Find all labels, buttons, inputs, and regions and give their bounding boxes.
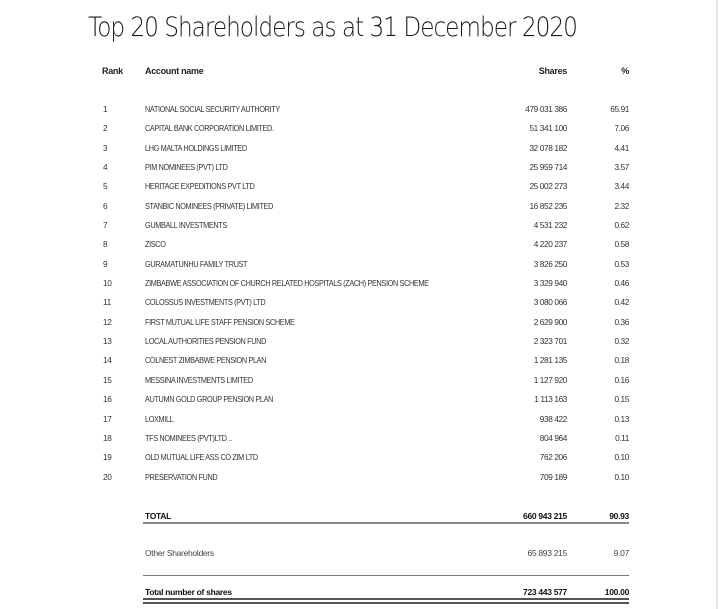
- page-title: Top 20 Shareholders as at 31 December 2020: [88, 12, 577, 43]
- table-row: [0, 162, 720, 181]
- column-header-rank: Rank: [102, 66, 123, 76]
- account-name-cell: LOXMILL: [145, 413, 174, 424]
- table-row: [0, 472, 720, 491]
- shares-cell: 2 629 900: [533, 316, 567, 327]
- grand-total-percent: 100.00: [604, 587, 629, 597]
- rank-cell: 14: [103, 355, 112, 366]
- rank-cell: 6: [103, 200, 108, 211]
- table-row: [0, 297, 720, 316]
- rank-cell: 7: [103, 220, 108, 231]
- percent-cell: 0.16: [614, 374, 629, 385]
- percent-cell: 0.36: [614, 316, 629, 327]
- account-name-cell: OLD MUTUAL LIFE ASS CO ZIM LTD: [145, 452, 258, 463]
- shares-cell: 25 002 273: [529, 181, 567, 192]
- percent-cell: 7.06: [614, 123, 629, 134]
- rank-cell: 10: [103, 278, 112, 289]
- grand-total-double-line-top: [143, 598, 629, 600]
- account-name-cell: COLNEST ZIMBABWE PENSION PLAN: [145, 355, 267, 366]
- table-row: [0, 278, 720, 297]
- account-name-cell: MESSINA INVESTMENTS LIMITED: [145, 374, 253, 385]
- table-row: [0, 201, 720, 220]
- rank-cell: 16: [103, 394, 112, 405]
- rank-cell: 1: [103, 104, 108, 114]
- rank-cell: 20: [103, 471, 112, 482]
- account-name-cell: NATIONAL SOCIAL SECURITY AUTHORITY: [145, 104, 280, 114]
- percent-cell: 0.42: [614, 297, 629, 308]
- other-percent: 9.07: [613, 548, 629, 558]
- table-row: [0, 143, 720, 162]
- rank-cell: 2: [103, 123, 108, 134]
- account-name-cell: HERITAGE EXPEDITIONS PVT LTD: [145, 181, 255, 192]
- grand-total-shares: 723 443 577: [523, 587, 567, 597]
- rank-cell: 5: [103, 181, 108, 192]
- shares-cell: 479 031 386: [525, 104, 567, 114]
- account-name-cell: CAPITAL BANK CORPORATION LIMITED.: [145, 123, 274, 134]
- account-name-cell: LHG MALTA HOLDINGS LIMITED: [145, 142, 247, 153]
- account-name-cell: GURAMATUNHU FAMILY TRUST: [145, 258, 248, 269]
- rank-cell: 8: [103, 239, 108, 250]
- table-row: [0, 452, 720, 471]
- table-row: [0, 433, 720, 452]
- shares-cell: 804 964: [539, 432, 567, 443]
- total-divider: [143, 522, 629, 524]
- account-name-cell: COLOSSUS INVESTMENTS (PVT) LTD: [145, 297, 266, 308]
- shares-cell: 1 113 163: [534, 394, 567, 405]
- table-row: [0, 355, 720, 374]
- shares-cell: 51 341 100: [529, 123, 567, 134]
- rank-cell: 9: [103, 258, 108, 269]
- percent-cell: 2.32: [614, 200, 629, 211]
- shares-cell: 4 531 232: [533, 220, 567, 231]
- column-header-account-name: Account name: [145, 66, 204, 76]
- account-name-cell: ZIMBABWE ASSOCIATION OF CHURCH RELATED HOSPITALS (ZACH) PENSION SCHEME: [145, 278, 429, 289]
- table-row: [0, 414, 720, 433]
- account-name-cell: PIM NOMINEES (PVT) LTD: [145, 162, 228, 173]
- table-row: [0, 123, 720, 142]
- percent-cell: 0.32: [614, 336, 629, 347]
- grand-total-label: Total number of shares: [145, 587, 232, 597]
- table-row: [0, 104, 720, 123]
- shares-cell: 3 826 250: [533, 258, 567, 269]
- percent-cell: 0.15: [614, 394, 629, 405]
- total-label: TOTAL: [145, 511, 172, 521]
- percent-cell: 0.11: [615, 432, 629, 443]
- shareholders-table: [0, 104, 720, 491]
- table-row: [0, 220, 720, 239]
- other-label: Other Shareholders: [145, 548, 214, 558]
- percent-cell: 0.10: [614, 471, 629, 482]
- table-row: [0, 259, 720, 278]
- percent-cell: 4.41: [614, 142, 629, 153]
- shares-cell: 25 959 714: [529, 162, 567, 173]
- shares-cell: 1 281 135: [533, 355, 567, 366]
- shares-cell: 1 127 920: [533, 374, 567, 385]
- account-name-cell: GUMBALL INVESTMENTS: [145, 220, 227, 231]
- shares-cell: 4 220 237: [533, 239, 567, 250]
- table-row: [0, 181, 720, 200]
- percent-cell: 3.44: [614, 181, 629, 192]
- percent-cell: 0.53: [614, 258, 629, 269]
- rank-cell: 3: [103, 142, 108, 153]
- account-name-cell: LOCAL AUTHORITIES PENSION FUND: [145, 336, 267, 347]
- shares-cell: 709 189: [539, 471, 567, 482]
- percent-cell: 0.18: [614, 355, 629, 366]
- table-row: [0, 394, 720, 413]
- other-divider: [143, 575, 629, 576]
- rank-cell: 11: [103, 297, 111, 308]
- rank-cell: 4: [103, 162, 108, 173]
- percent-cell: 0.10: [614, 452, 629, 463]
- table-row: [0, 239, 720, 258]
- table-row: [0, 317, 720, 336]
- other-shares: 65 893 215: [527, 548, 567, 558]
- rank-cell: 17: [103, 413, 112, 424]
- shares-cell: 3 080 066: [533, 297, 567, 308]
- shares-cell: 762 206: [539, 452, 567, 463]
- column-header-shares: Shares: [538, 66, 567, 76]
- table-row: [0, 336, 720, 355]
- account-name-cell: TFS NOMINEES (PVT)LTD ..: [145, 432, 232, 443]
- account-name-cell: AUTUMN GOLD GROUP PENSION PLAN: [145, 394, 274, 405]
- percent-cell: 0.13: [614, 413, 629, 424]
- shares-cell: 32 078 182: [529, 142, 567, 153]
- total-percent: 90.93: [609, 511, 629, 521]
- rank-cell: 19: [103, 452, 112, 463]
- table-row: [0, 375, 720, 394]
- percent-cell: 0.62: [614, 220, 629, 231]
- account-name-cell: ZISCO: [145, 239, 166, 250]
- shares-cell: 16 852 235: [529, 200, 567, 211]
- rank-cell: 13: [103, 336, 112, 347]
- percent-cell: 65.91: [610, 104, 629, 114]
- shares-cell: 938 422: [539, 413, 567, 424]
- grand-total-double-line-bottom: [143, 602, 629, 604]
- shares-cell: 3 329 940: [533, 278, 567, 289]
- shares-cell: 2 323 701: [533, 336, 567, 347]
- percent-cell: 0.46: [614, 278, 629, 289]
- rank-cell: 12: [103, 316, 112, 327]
- rank-cell: 15: [103, 374, 112, 385]
- account-name-cell: FIRST MUTUAL LIFE STAFF PENSION SCHEME: [145, 316, 295, 327]
- percent-cell: 0.58: [614, 239, 629, 250]
- column-header-percent: %: [621, 66, 629, 76]
- total-shares: 660 943 215: [523, 511, 567, 521]
- account-name-cell: PRESERVATION FUND: [145, 471, 218, 482]
- account-name-cell: STANBIC NOMINEES (PRIVATE) LIMITED: [145, 200, 273, 211]
- rank-cell: 18: [103, 432, 112, 443]
- percent-cell: 3.57: [614, 162, 629, 173]
